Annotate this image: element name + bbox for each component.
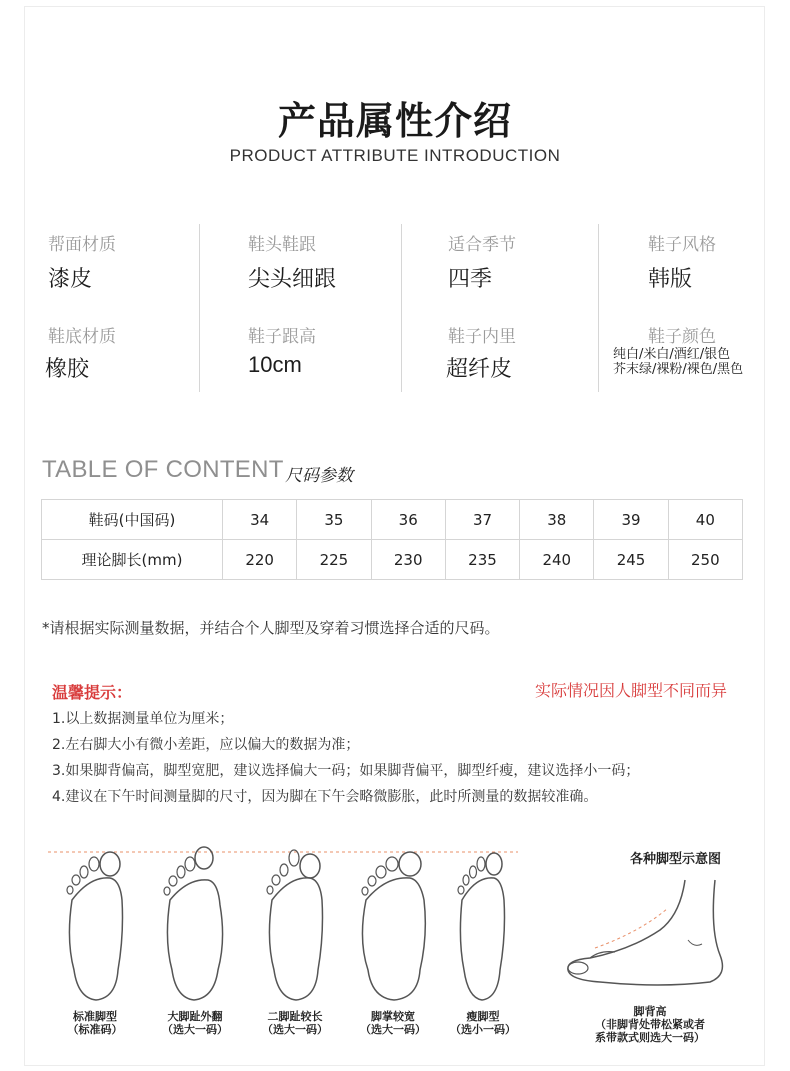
foot-caption-wide — [348, 1010, 438, 1036]
size-cell: 37 — [445, 500, 519, 540]
attr-label-lining: 鞋子内里 — [448, 327, 516, 347]
foot-types-diagram — [48, 840, 528, 1040]
size-section-title-cn: 尺码参数 — [285, 466, 353, 486]
size-cell: 36 — [371, 500, 445, 540]
size-cell: 40 — [668, 500, 742, 540]
attr-value-sole-material: 橡胶 — [45, 357, 90, 382]
table-row — [42, 540, 743, 580]
attr-label-toe-heel: 鞋头鞋跟 — [248, 235, 316, 255]
foot-type-advice: （选小一码） — [450, 1023, 516, 1036]
foot-type-advice: （标准码） — [67, 1023, 123, 1036]
length-cell: 245 — [594, 540, 668, 580]
attr-label-sole-material: 鞋底材质 — [48, 327, 116, 347]
foot-caption-standard — [50, 1010, 140, 1036]
foot-type-name: 二脚趾较长 — [267, 1010, 323, 1023]
attr-value-upper-material: 漆皮 — [48, 267, 93, 292]
attr-label-color: 鞋子颜色 — [648, 327, 716, 347]
table-row-header: 鞋码(中国码) — [42, 500, 223, 540]
foot-caption-slim — [438, 1010, 528, 1036]
tips-warning: 实际情况因人脚型不同而异 — [535, 681, 728, 700]
size-cell: 34 — [223, 500, 297, 540]
attr-value-heel-height: 10cm — [248, 352, 302, 377]
length-cell: 225 — [297, 540, 371, 580]
length-cell: 240 — [520, 540, 594, 580]
size-note: *请根据实际测量数据，并结合个人脚型及穿着习惯选择合适的尺码。 — [42, 619, 500, 637]
attr-value-color-line1: 纯白/米白/酒红/银色 — [613, 347, 731, 362]
foot-type-advice: （选大一码） — [262, 1023, 328, 1036]
page-subtitle: PRODUCT ATTRIBUTE INTRODUCTION — [229, 146, 561, 165]
foot-type-name: 脚掌较宽 — [371, 1010, 415, 1023]
attr-label-season: 适合季节 — [448, 235, 516, 255]
attr-label-upper-material: 帮面材质 — [48, 235, 116, 255]
foot-caption-second-toe — [250, 1010, 340, 1036]
bunion-foot-icon — [160, 840, 230, 1005]
tip-item: 4.建议在下午时间测量脚的尺寸，因为脚在下午会略微膨胀，此时所测量的数据较准确。 — [52, 789, 598, 805]
slim-foot-icon — [450, 840, 512, 1005]
caption-line: 脚背高 — [633, 1005, 667, 1018]
foot-type-advice: （选大一码） — [162, 1023, 228, 1036]
attr-value-color-line2: 芥末绿/裸粉/裸色/黑色 — [613, 362, 744, 377]
attribute-divider — [598, 224, 599, 392]
foot-type-name: 标准脚型 — [73, 1010, 117, 1023]
foot-types-title: 各种脚型示意图 — [630, 852, 722, 867]
tip-item: 3.如果脚背偏高，脚型宽肥，建议选择偏大一码；如果脚背偏平，脚型纤瘦，建议选择小一码； — [52, 763, 640, 779]
size-cell: 39 — [594, 500, 668, 540]
wide-foot-icon — [356, 840, 432, 1005]
length-cell: 235 — [445, 540, 519, 580]
tip-item: 1.以上数据测量单位为厘米； — [52, 711, 234, 727]
attr-value-style: 韩版 — [648, 267, 693, 292]
attr-value-season: 四季 — [448, 267, 493, 292]
attribute-divider — [199, 224, 200, 392]
table-row-header: 理论脚长(mm) — [42, 540, 223, 580]
standard-foot-icon — [60, 840, 130, 1005]
size-table — [41, 499, 743, 580]
length-cell: 250 — [668, 540, 742, 580]
caption-line: 系带款式则选大一码） — [595, 1031, 705, 1044]
attr-value-lining: 超纤皮 — [446, 357, 513, 382]
high-instep-foot-icon — [560, 870, 740, 1000]
high-instep-caption — [585, 1005, 715, 1044]
size-section-title-en: TABLE OF CONTENT — [42, 456, 284, 483]
tips-title: 温馨提示： — [52, 683, 133, 702]
size-cell: 38 — [520, 500, 594, 540]
page-title: 产品属性介绍 — [277, 99, 512, 143]
long-second-toe-foot-icon — [260, 840, 330, 1005]
foot-caption-bunion — [150, 1010, 240, 1036]
length-cell: 220 — [223, 540, 297, 580]
attr-value-toe-heel: 尖头细跟 — [248, 267, 337, 292]
attr-label-style: 鞋子风格 — [648, 235, 716, 255]
size-cell: 35 — [297, 500, 371, 540]
attribute-grid — [40, 222, 755, 392]
foot-type-name: 瘦脚型 — [466, 1010, 500, 1023]
length-cell: 230 — [371, 540, 445, 580]
attr-label-heel-height: 鞋子跟高 — [248, 327, 316, 347]
tip-item: 2.左右脚大小有微小差距，应以偏大的数据为准； — [52, 737, 360, 753]
table-row — [42, 500, 743, 540]
attribute-divider — [401, 224, 402, 392]
foot-type-advice: （选大一码） — [360, 1023, 426, 1036]
foot-type-name: 大脚趾外翻 — [167, 1010, 223, 1023]
caption-line: （非脚背处带松紧或者 — [595, 1018, 705, 1031]
